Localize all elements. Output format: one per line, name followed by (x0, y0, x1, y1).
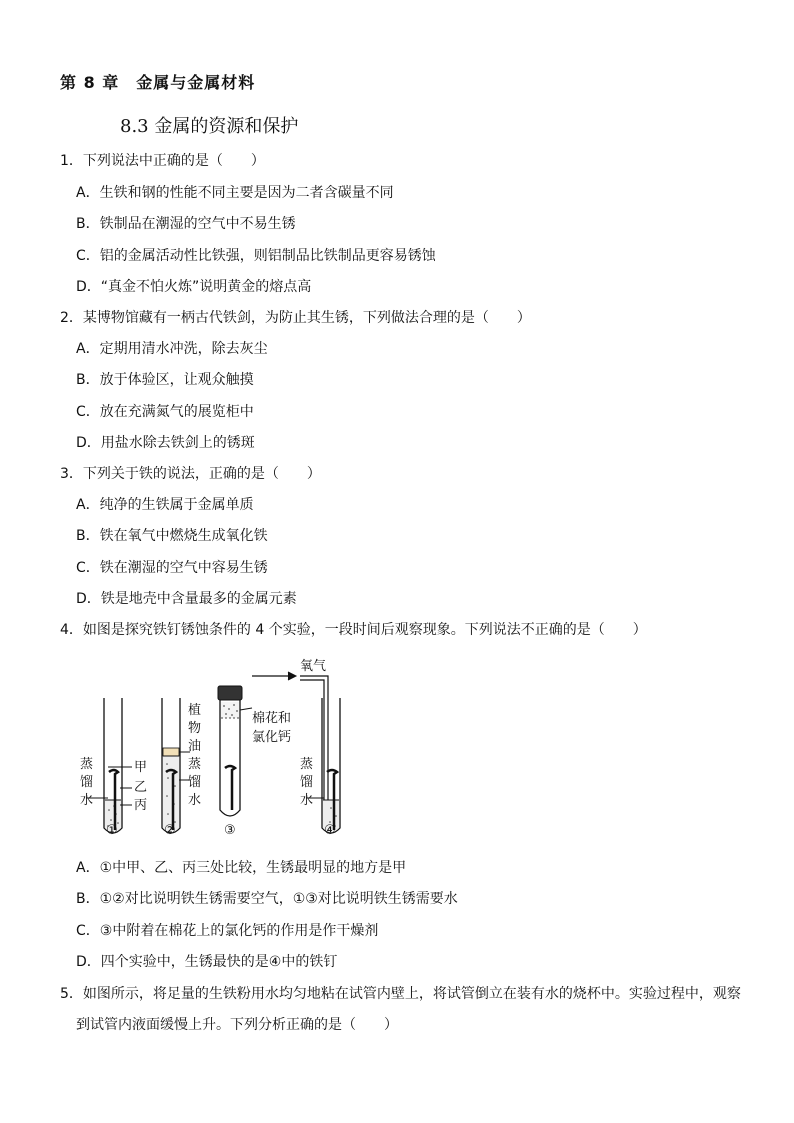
tube-number-3: ③ (224, 823, 236, 838)
question-4-option-d: D．四个实验中，生锈最快的是④中的铁钉 (76, 954, 338, 970)
question-2-option-c: C．放在充满氮气的展览柜中 (76, 404, 254, 420)
question-1-option-b: B．铁制品在潮湿的空气中不易生锈 (76, 216, 296, 232)
label-oil-char-5: 馏 (188, 775, 202, 790)
test-tube-4 (252, 672, 340, 833)
label-oil-char-6: 水 (188, 793, 202, 808)
tube-number-1: ① (106, 823, 118, 838)
question-3-option-c: C．铁在潮湿的空气中容易生锈 (76, 560, 268, 576)
question-2-option-d: D．用盐水除去铁剑上的锈斑 (76, 435, 255, 451)
question-2-option-a: A．定期用清水冲洗，除去灰尘 (76, 341, 268, 357)
tube-number-4: ④ (324, 823, 336, 838)
section-title: 8.3 金属的资源和保护 (120, 116, 299, 137)
question-5-stem-line-2: 到试管内液面缓慢上升。下列分析正确的是（ ） (76, 1017, 398, 1033)
question-3-option-b: B．铁在氧气中燃烧生成氧化铁 (76, 528, 268, 544)
question-4-stem: 4．如图是探究铁钉锈蚀条件的 4 个实验，一段时间后观察现象。下列说法不正确的是（ ） (60, 622, 647, 638)
label-water-1-char-3: 水 (80, 793, 94, 808)
question-2-stem: 2．某博物馆藏有一柄古代铁剑，为防止其生锈，下列做法合理的是（ ） (60, 310, 531, 326)
label-point-bing: 丙 (134, 798, 148, 813)
question-2-option-b: B．放于体验区，让观众触摸 (76, 372, 254, 388)
question-4-option-c: C．③中附着在棉花上的氯化钙的作用是作干燥剂 (76, 923, 379, 939)
label-water-1-char-2: 馏 (80, 775, 94, 790)
label-point-jia: 甲 (134, 760, 148, 775)
question-1-stem: 1．下列说法中正确的是（ ） (60, 153, 265, 169)
label-water-4-char-1: 蒸 (300, 757, 314, 772)
question-3-option-d: D．铁是地壳中含量最多的金属元素 (76, 591, 297, 607)
question-3-option-a: A．纯净的生铁属于金属单质 (76, 497, 254, 513)
label-water-4-char-3: 水 (300, 793, 314, 808)
label-cotton-line-1: 棉花和 (252, 711, 292, 726)
experiment-figure (72, 650, 392, 840)
label-oxygen: 氧气 (300, 659, 327, 674)
label-oil-char-1: 植 (188, 703, 202, 718)
label-oil-char-3: 油 (188, 739, 202, 754)
label-water-4-char-2: 馏 (300, 775, 314, 790)
question-1-option-a: A．生铁和钢的性能不同主要是因为二者含碳量不同 (76, 185, 394, 201)
label-cotton-line-2: 氯化钙 (252, 730, 292, 745)
question-4-option-b: B．①②对比说明铁生锈需要空气，①③对比说明铁生锈需要水 (76, 891, 458, 907)
test-tube-2 (162, 698, 190, 833)
label-oil-char-4: 蒸 (188, 757, 202, 772)
label-point-yi: 乙 (134, 780, 148, 795)
question-1-option-d: D．“真金不怕火炼”说明黄金的熔点高 (76, 279, 312, 295)
label-oil-char-2: 物 (188, 721, 202, 736)
tube-number-2: ② (164, 823, 176, 838)
question-3-stem: 3．下列关于铁的说法，正确的是（ ） (60, 466, 321, 482)
test-tube-3 (218, 686, 252, 816)
chapter-title: 第 8 章 金属与金属材料 (60, 73, 256, 92)
question-1-option-c: C．铝的金属活动性比铁强，则铝制品比铁制品更容易锈蚀 (76, 248, 436, 264)
question-5-stem-line-1: 5．如图所示，将足量的生铁粉用水均匀地粘在试管内壁上，将试管倒立在装有水的烧杯中。实验过程中，观察 (60, 986, 741, 1002)
question-4-option-a: A．①中甲、乙、丙三处比较，生锈最明显的地方是甲 (76, 860, 407, 876)
label-water-1-char-1: 蒸 (80, 757, 94, 772)
